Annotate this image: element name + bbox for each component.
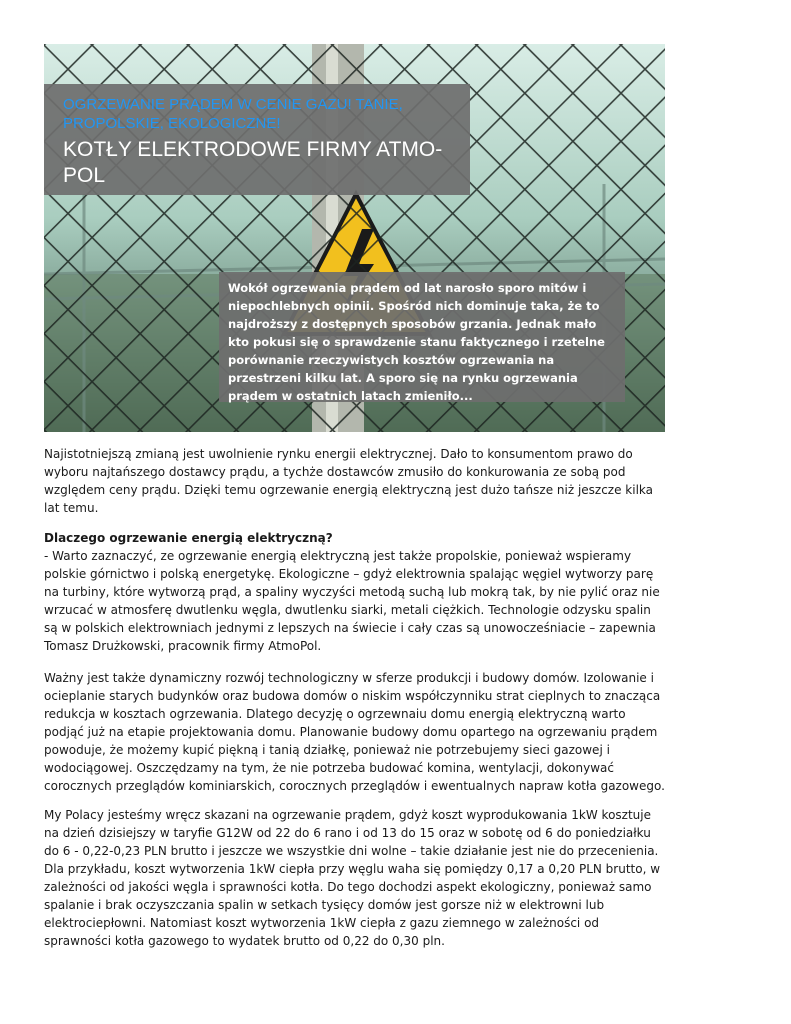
lead-text: Wokół ogrzewania prądem od lat narosło sporo mitów i niepochlebnych opinii. Spośród nich dominuje taka, że to najdroższy z dostępnych sposobów grzania. Jednak mało kto pokusi się o sprawdzenie stanu faktycznego i rzetelne porównanie rzeczywistych kosztów ogrzewania na przestrzeni kilku lat. A sporo się na rynku ogrzewania prądem w ostatnich latach zmieniło... [228,281,605,403]
hero-subtitle: OGRZEWANIE PRĄDEM W CENIE GAZU! TANIE, PROPOLSKIE, EKOLOGICZNE! [63,96,403,132]
article-paragraph-4: My Polacy jesteśmy wręcz skazani na ogrzewanie prądem, gdyż koszt wyprodukowania 1kW kosztuje na dzień dzisiejszy w taryfie G12W od 22 do 6 rano i od 13 do 15 oraz w sobotę od 6 do poniedziałku do 6 - 0,22-0,23 PLN brutto i jeszcze we wszystkie dni wolne – takie działanie jest nie do przecenienia. Dla przykładu, koszt wytworzenia 1kW ciepła przy węglu waha się pomiędzy 0,17 a 0,20 PLN brutto, w zależności od jakości węgla i sprawności kotła. Do tego dochodzi aspekt ekologiczny, ponieważ samo spalanie i brak oczyszczania spalin w setkach tysięcy domów jest gorsze niż w elektrowni lub elektrociepłowni. Natomiast koszt wytworzenia 1kW ciepła z gazu ziemnego w zależności od sprawności kotła gazowego to wydatek brutto od 0,22 do 0,30 pln. [44,808,661,948]
title-overlay [44,84,470,195]
article-paragraph-2: - Warto zaznaczyć, ze ogrzewanie energią elektryczną jest także propolskie, ponieważ wspieramy polskie górnictwo i polską energetykę. Ekologiczne – gdyż elektrownia spalając węgiel wytworzy parę na turbiny, które wytworzą prąd, a spaliny wyczyści metodą suchą lub mokrą tak, by nie pylić oraz nie wrzucać w atmosferę dwutlenku węgla, dwutlenku siarki, metali ciężkich. Technologie odzysku spalin są w polskich elektrowniach jednymi z lepszych na świecie i cały czas są unowocześniacie – zapewnia Tomasz Drużkowski, pracownik firmy AtmoPol. [44,549,660,653]
section-heading: Dlaczego ogrzewanie energią elektryczną? [44,531,333,545]
lead-overlay [219,272,625,402]
article-paragraph-3: Ważny jest także dynamiczny rozwój technologiczny w sferze produkcji i budowy domów. Izolowanie i ocieplanie starych budynków oraz budowa domów o niskim współczynniku strat cieplnych to znacząca redukcja w kosztach ogrzewania. Dlatego decyzję o ogrzewnaiu domu energią elektryczną warto podjąć już na etapie projektowania domu. Planowanie budowy domu opartego na ogrzewaniu prądem powoduje, że możemy kupić piękną i tanią działkę, ponieważ nie potrzebujemy sieci gazowej i wodociągowej. Oszczędzamy na tym, że nie potrzeba budować komina, wentylacji, dokonywać corocznych przeglądów kominiarskich, corocznych przeglądów i ewentualnych napraw kotła gazowego. [44,671,665,793]
article-paragraph-1: Najistotniejszą zmianą jest uwolnienie rynku energii elektrycznej. Dało to konsumentom prawo do wyboru najtańszego dostawcy prądu, a tychże dostawców zmusiło do konkurowania ze sobą pod względem ceny prądu. Dzięki temu ogrzewanie energią elektryczną jest dużo tańsze niż jeszcze kilka lat temu. [44,447,654,515]
page-title: KOTŁY ELEKTRODOWE FIRMY ATMO-POL [63,138,443,187]
